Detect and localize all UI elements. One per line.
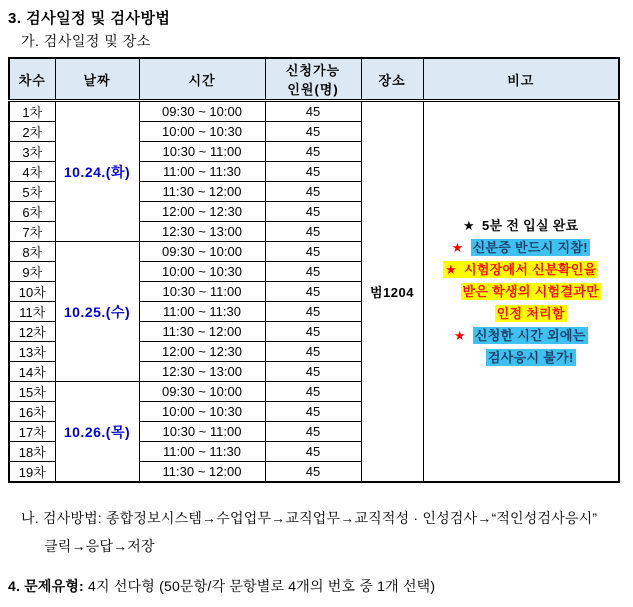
table-header-row [9,58,619,101]
date-cell-group3: 10.26.(목) [55,382,139,483]
round-cell: 3차 [9,142,55,162]
place-cell: 범1204 [361,101,423,483]
note-line-5 [424,303,619,325]
method-line [21,508,597,528]
header-round: 차수 [9,58,55,101]
header-capacity-line2: 인원(명) [287,82,339,97]
note-line-6 [424,325,619,347]
capacity-cell: 45 [265,142,361,162]
black-star-icon: ★ [463,217,476,233]
date-cell-group2: 10.25.(수) [55,242,139,382]
round-cell: 9차 [9,262,55,282]
capacity-cell: 45 [265,302,361,322]
note-text-highlight-yellow: 인정 처리함 [496,305,565,321]
question-type-line [8,576,435,596]
method-text: 종합정보시스템→수업업무→교직업무→교직적성 · 인성검사→“적인성검사응시” [105,510,598,526]
header-capacity-line1: 신청가능 [285,63,341,78]
note-line-2 [424,237,619,259]
note-text-highlight-yellow [443,261,598,278]
date-cell-group1: 10.24.(화) [55,101,139,242]
round-cell: 7차 [9,222,55,242]
round-cell: 8차 [9,242,55,262]
time-cell: 10:30 ~ 11:00 [139,142,265,162]
note-text-highlight-cyan: 신분증 반드시 지참! [472,239,588,255]
time-cell: 12:00 ~ 12:30 [139,202,265,222]
capacity-cell: 45 [265,242,361,262]
time-cell: 10:00 ~ 10:30 [139,262,265,282]
page-title: 3. 검사일정 및 검사방법 [8,10,171,27]
note-text: 5분 전 입실 완료 [482,217,579,233]
capacity-cell: 45 [265,101,361,122]
note-line-4 [424,281,619,303]
red-star-icon: ★ [453,327,466,343]
table-row [9,101,619,122]
time-cell: 10:00 ~ 10:30 [139,402,265,422]
header-note: 비고 [423,58,619,101]
round-cell: 12차 [9,322,55,342]
red-star-icon: ★ [445,261,457,277]
time-cell: 09:30 ~ 10:00 [139,242,265,262]
time-cell: 11:30 ~ 12:00 [139,182,265,202]
note-cell [423,101,619,483]
question-type-text: 4지 선다형 (50문항/각 문항별로 4개의 번호 중 1개 선택) [88,578,436,594]
capacity-cell: 45 [265,182,361,202]
time-cell: 11:30 ~ 12:00 [139,462,265,483]
capacity-cell: 45 [265,222,361,242]
time-cell: 09:30 ~ 10:00 [139,101,265,122]
note-text-highlight-yellow: 받은 학생의 시험결과만 [462,283,599,299]
note-line-7 [424,347,619,369]
round-cell: 16차 [9,402,55,422]
round-cell: 11차 [9,302,55,322]
schedule-table [8,57,620,483]
capacity-cell: 45 [265,402,361,422]
header-date: 날짜 [55,58,139,101]
time-cell: 11:00 ~ 11:30 [139,442,265,462]
capacity-cell: 45 [265,382,361,402]
round-cell: 15차 [9,382,55,402]
round-cell: 5차 [9,182,55,202]
time-cell: 11:30 ~ 12:00 [139,322,265,342]
method-line-continued: 클릭→응답→저장 [44,538,155,554]
round-cell: 1차 [9,101,55,122]
note-line-1 [424,215,619,237]
time-cell: 10:30 ~ 11:00 [139,282,265,302]
page-subtitle: 가. 검사일정 및 장소 [21,33,151,49]
question-type-label: 4. 문제유형: [8,578,84,594]
note-text-highlight-cyan: 검사응시 불가! [487,349,574,365]
capacity-cell: 45 [265,282,361,302]
round-cell: 14차 [9,362,55,382]
round-cell: 17차 [9,422,55,442]
round-cell: 6차 [9,202,55,222]
header-time: 시간 [139,58,265,101]
note-line-3 [424,259,619,281]
note-text-highlight-cyan: 신청한 시간 외에는 [474,327,586,343]
round-cell: 18차 [9,442,55,462]
round-cell: 4차 [9,162,55,182]
time-cell: 11:00 ~ 11:30 [139,162,265,182]
time-cell: 10:00 ~ 10:30 [139,122,265,142]
header-place: 장소 [361,58,423,101]
time-cell: 12:30 ~ 13:00 [139,222,265,242]
round-cell: 19차 [9,462,55,483]
capacity-cell: 45 [265,162,361,182]
note-text: 시험장에서 신분확인을 [463,261,597,277]
round-cell: 13차 [9,342,55,362]
time-cell: 11:00 ~ 11:30 [139,302,265,322]
capacity-cell: 45 [265,442,361,462]
time-cell: 10:30 ~ 11:00 [139,422,265,442]
capacity-cell: 45 [265,362,361,382]
capacity-cell: 45 [265,122,361,142]
capacity-cell: 45 [265,202,361,222]
header-capacity [265,58,361,101]
red-star-icon: ★ [451,239,464,255]
round-cell: 10차 [9,282,55,302]
round-cell: 2차 [9,122,55,142]
capacity-cell: 45 [265,262,361,282]
capacity-cell: 45 [265,342,361,362]
capacity-cell: 45 [265,322,361,342]
time-cell: 09:30 ~ 10:00 [139,382,265,402]
time-cell: 12:00 ~ 12:30 [139,342,265,362]
capacity-cell: 45 [265,422,361,442]
method-label: 나. 검사방법: [21,510,102,526]
time-cell: 12:30 ~ 13:00 [139,362,265,382]
capacity-cell: 45 [265,462,361,483]
